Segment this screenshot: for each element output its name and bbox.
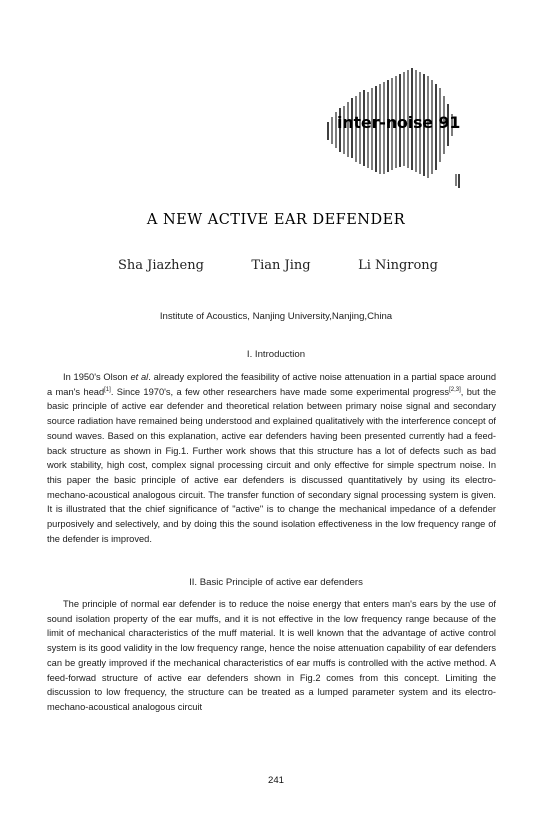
basic-principle-paragraph xyxy=(47,597,496,715)
author-1: Sha Jiazheng xyxy=(118,258,204,273)
citation-2-3: [2,3] xyxy=(449,386,461,393)
paper-title: A NEW ACTIVE EAR DEFENDER xyxy=(146,212,406,228)
intro-text-c: . Since 1970's, a few other researchers have made some experimental progress xyxy=(110,386,450,397)
citation-1: [1] xyxy=(104,386,111,393)
intro-text-a: In 1950's Olson xyxy=(63,372,131,382)
intro-text-b: . already explored the feasibility of active noise attenuation in a partial space around a man's head xyxy=(47,372,496,397)
affiliation: Institute of Acoustics, Nanjing University,Nanjing,China xyxy=(159,311,393,322)
section-heading-basic-principle: II. Basic Principle of active ear defenders xyxy=(189,577,363,588)
author-3: Li Ningrong xyxy=(358,258,438,273)
author-2: Tian Jing xyxy=(251,258,311,273)
author-list xyxy=(118,258,438,273)
section-heading-introduction: I. Introduction xyxy=(246,349,306,360)
introduction-paragraph xyxy=(47,370,496,546)
basic-principle-text: The principle of normal ear defender is to reduce the noise energy that enters man's ears by the use of sound isolation property of the ear muffs, and it is not effective in the low frequency range because of the limit of mechanical characteristics of the muff material. It is well known that the advantage of active control system is its good validity in the low frequency range, hence the noise attenuation capability of ear defenders can be greatly improved if the mechanical characteristics of ear muffs is controlled with the active method. A feed-forwad structure of active ear defenders shown in Fig.2 comes from this concept. Limiting the discussion to low frequency, the structure can be treated as a lumped parameter system and its electro-mechano-acoustical analogous circuit xyxy=(47,599,496,712)
conference-logo-text: inter-noise 91 xyxy=(337,113,461,132)
page-number: 241 xyxy=(267,775,284,786)
intro-text-d: , but the basic principle of active ear defender and theoretical relation between primary noise signal and secondary source radiation have remained being understood and explained qualitatively with the interference concept of sound waves. Based on this explanation, active ear defenders having been presented currently had a feed-back structure as shown in Fig.1. Further work shows that this structure has a lot of defects such as bad work stability, high cost, complex signal processing circuit and only effective for simple spectrum noise. In this paper the basic principle of active ear defenders is discussed quantitatively by using its electro-mechano-acoustical analogous circuit. The transfer function of secondary signal processing system is given. It is illustrated that the chief significance of "active" is to change the mechanical impedance of a defender purposively and selectively, and by doing this the sound isolation effectiveness in the low frequency range of the defender is improved. xyxy=(47,386,496,544)
intro-etal: et al xyxy=(130,372,149,382)
